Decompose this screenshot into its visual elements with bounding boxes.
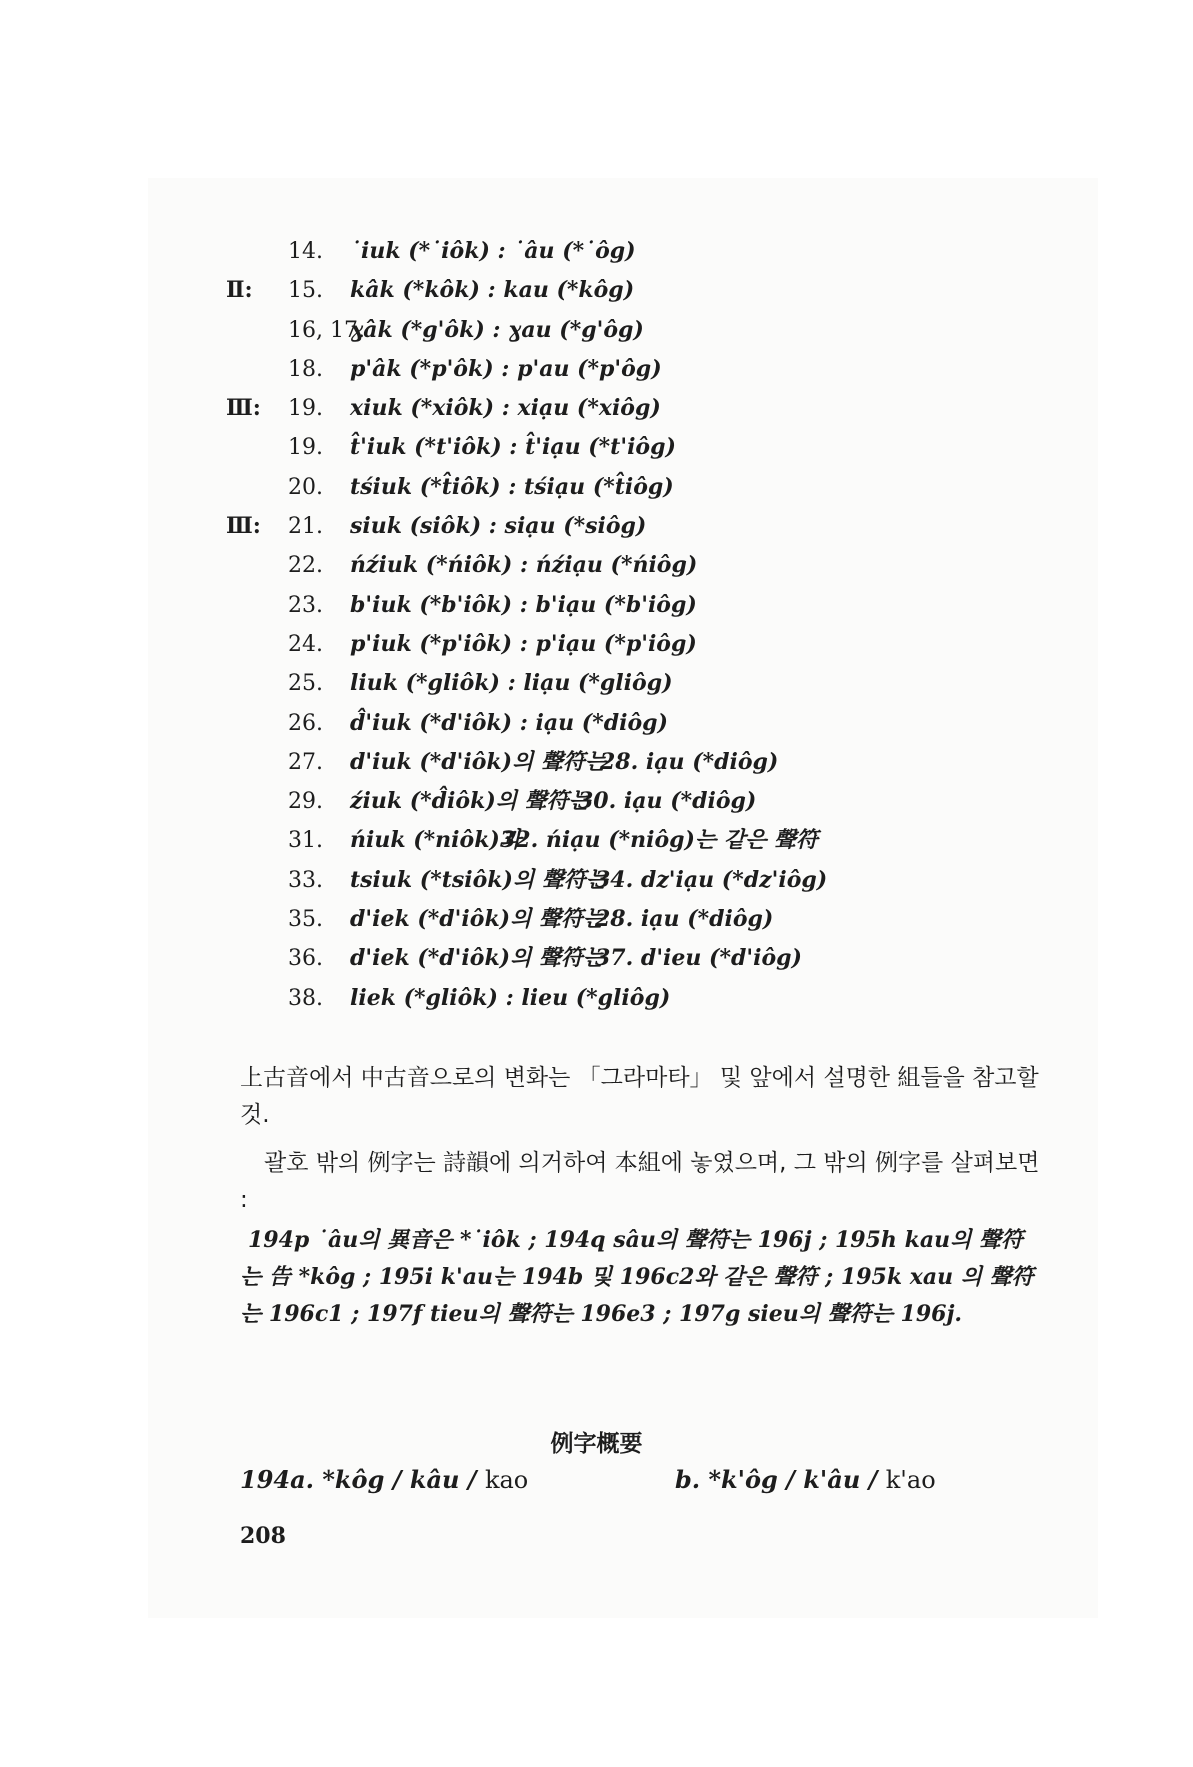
example-label: b. — [675, 1465, 701, 1494]
item-text: liuk (*gliôk) : liạu (*gliôg) — [350, 670, 673, 697]
item-number: 14. — [288, 239, 323, 264]
item-text: d'iuk (*d'iôk)의 聲符는 — [350, 748, 607, 775]
item-text: ńźiuk (*ńiôk) : ńźiạu (*ńiôg) — [350, 552, 698, 579]
item-number: 15. — [288, 278, 323, 304]
example-entry — [675, 1465, 936, 1494]
item-number: 36. — [288, 946, 323, 972]
item-text: tsiuk (*tsiôk)의 聲符는 — [350, 866, 608, 893]
item-number: 23. — [288, 592, 323, 618]
item-number: 27. — [288, 749, 323, 775]
group-marker: Ⅱ: — [226, 277, 253, 304]
item-number: 38. — [288, 985, 323, 1011]
item-text: b'iuk (*b'iôk) : b'iạu (*b'iôg) — [350, 591, 697, 618]
related-item: 30. iạu (*diôg) — [578, 788, 757, 815]
explanatory-paragraph: 上古音에서 中古音으로의 변화는 「그라마타」 및 앞에서 설명한 組들을 참고할 것. — [240, 1065, 1039, 1128]
reference-notes: 194p ˙âu의 異音은 *˙iôk ; 194q sâu의 聲符는 196j ; 195h kau의 聲符는 告 *kôg ; 195i k'au는 194b 및 196c2와 같은 聲符 ; 195k xau 의 聲符는 196c1 ; 197f tieu의 聲符는 196e3 ; 197g sieu의 聲符는 196j. — [240, 1227, 1034, 1327]
example-reconstruction: *k'ôg / k'âu / — [708, 1465, 878, 1494]
item-text: tśiuk (*t̂iôk) : tśiạu (*t̂iôg) — [350, 473, 674, 500]
item-number: 26. — [288, 710, 323, 736]
item-text: d̂'iuk (*d'iôk) : iạu (*diôg) — [350, 709, 668, 736]
related-item: 28. iạu (*diôg) — [600, 748, 779, 775]
related-item: 28. iạu (*diôg) — [595, 906, 774, 933]
item-text: źiuk (*d̂iôk)의 聲符는 — [350, 788, 590, 815]
item-text: ˙iuk (*˙iôk) : ˙âu (*˙ôg) — [350, 238, 636, 264]
item-number: 20. — [288, 474, 323, 500]
item-text: siuk (siôk) : siạu (*siôg) — [350, 513, 647, 540]
item-text: ɣâk (*g'ôk) : ɣau (*g'ôg) — [350, 316, 644, 343]
item-number: 31. — [288, 828, 323, 854]
item-number: 19. — [288, 435, 323, 461]
example-reconstruction: *kôg / kâu / — [322, 1465, 477, 1494]
item-number: 21. — [288, 514, 323, 540]
item-number: 35. — [288, 907, 323, 933]
item-number: 24. — [288, 631, 323, 657]
item-text: xiuk (*xiôk) : xiạu (*xiôg) — [350, 395, 661, 422]
item-number: 25. — [288, 671, 323, 697]
item-text: kâk (*kôk) : kau (*kôg) — [350, 277, 635, 304]
explanatory-paragraph: 괄호 밖의 例字는 詩韻에 의거하여 本組에 놓였으며, 그 밖의 例字를 살펴보면 : — [240, 1150, 1040, 1213]
example-label: 194a. — [240, 1465, 315, 1494]
item-text: ńiuk (*niôk)과 — [350, 827, 522, 854]
example-modern: k'ao — [885, 1466, 936, 1494]
page-number: 208 — [240, 1523, 286, 1549]
item-text: p'iuk (*p'iôk) : p'iạu (*p'iôg) — [350, 630, 697, 657]
group-marker: Ⅲ: — [226, 513, 261, 540]
item-number: 33. — [288, 867, 323, 893]
group-marker: Ⅲ: — [226, 395, 261, 422]
example-entry — [240, 1465, 528, 1494]
item-text: liek (*gliôk) : lieu (*gliôg) — [350, 984, 671, 1011]
item-text: t̂'iuk (*t'iôk) : t̂'iạu (*t'iôg) — [350, 434, 676, 461]
item-number: 29. — [288, 789, 323, 815]
item-number: 18. — [288, 356, 323, 382]
related-item: 32. ńiạu (*niôg)는 같은 聲符 — [500, 827, 819, 854]
section-title: 例字概要 — [550, 1431, 643, 1457]
item-number: 22. — [288, 553, 323, 579]
related-item: 37. d'ieu (*d'iôg) — [595, 945, 802, 972]
related-item: 34. dz'iạu (*dz'iôg) — [595, 866, 828, 893]
item-text: d'iek (*d'iôk)의 聲符는 — [350, 906, 605, 933]
item-text: p'âk (*p'ôk) : p'au (*p'ôg) — [350, 355, 662, 382]
item-text: d'iek (*d'iôk)의 聲符는 — [350, 945, 605, 972]
example-modern: kao — [484, 1466, 529, 1494]
item-number: 19. — [288, 396, 323, 422]
item-number: 16, 17. — [288, 317, 365, 343]
